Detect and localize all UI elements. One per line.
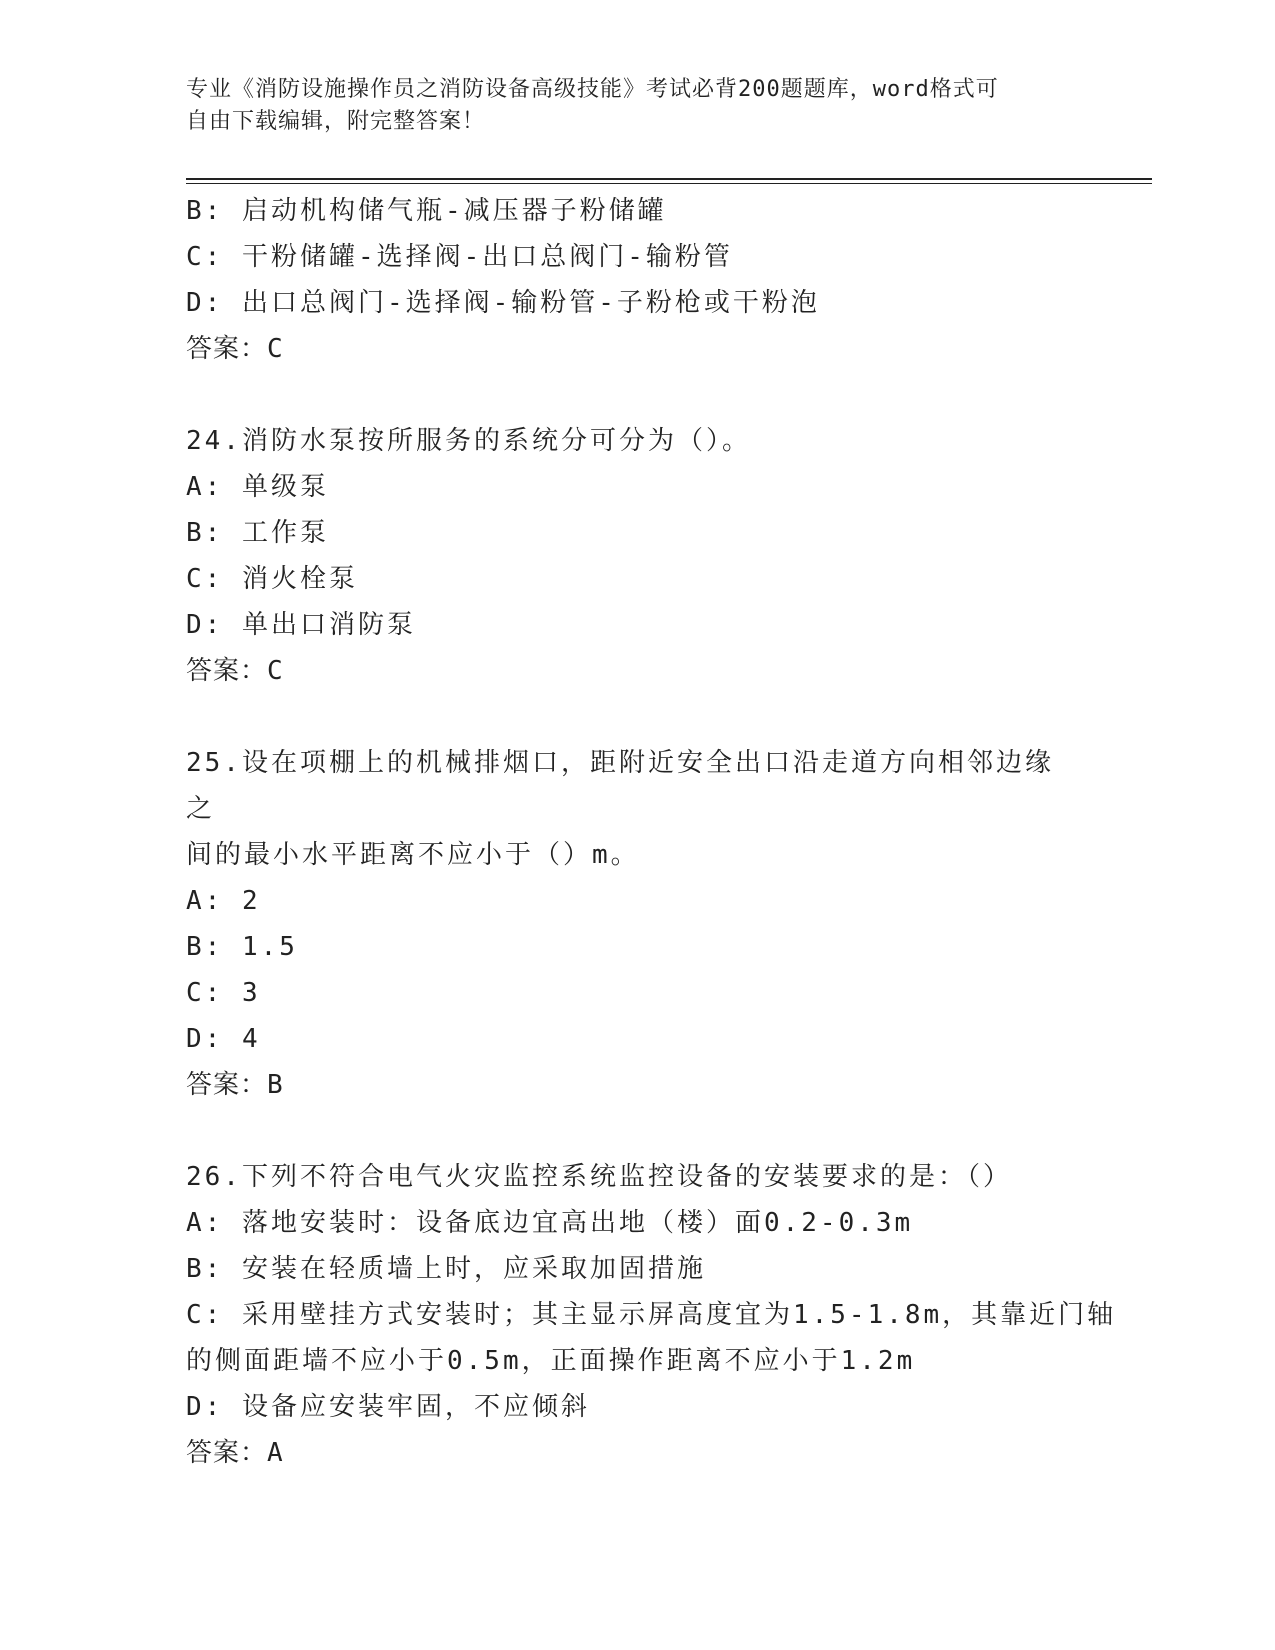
answer-value: A — [267, 1438, 284, 1468]
answer-line — [186, 648, 1086, 694]
option-c: C: 干粉储罐-选择阀-出口总阀门-输粉管 — [186, 242, 733, 272]
option-d: D: 设备应安装牢固，不应倾斜 — [186, 1392, 590, 1422]
answer-label: 答案： — [186, 656, 268, 686]
header-rule-thin — [186, 183, 1152, 184]
option-c-line-1: C: 采用壁挂方式安装时；其主显示屏高度宜为1.5-1.8m，其靠近门轴 — [186, 1300, 1117, 1330]
question-stem-line-2: 间的最小水平距离不应小于（）m。 — [186, 840, 640, 870]
answer-value: B — [267, 1070, 284, 1100]
answer-value: C — [267, 334, 284, 364]
option-d: D: 单出口消防泵 — [186, 610, 416, 640]
question-26 — [186, 1154, 1117, 1476]
option-a: A: 单级泵 — [186, 472, 329, 502]
question-stem: 24.消防水泵按所服务的系统分可分为（）。 — [186, 426, 751, 456]
option-a: A: 落地安装时：设备底边宜高出地（楼）面0.2-0.3m — [186, 1208, 914, 1238]
answer-label: 答案： — [186, 1070, 268, 1100]
option-b: B: 启动机构储气瓶-减压器子粉储罐 — [186, 196, 667, 226]
header-line-2: 自由下载编辑，附完整答案！ — [186, 109, 486, 134]
answer-label: 答案： — [186, 334, 268, 364]
header-line-1: 专业《消防设施操作员之消防设备高级技能》考试必背200题题库，word格式可 — [186, 77, 999, 102]
header-rule-thick — [186, 178, 1152, 180]
option-c: C: 消火栓泵 — [186, 564, 358, 594]
question-stem: 26.下列不符合电气火灾监控系统监控设备的安装要求的是：（） — [186, 1162, 1012, 1192]
answer-line — [186, 326, 1086, 372]
answer-value: C — [267, 656, 284, 686]
answer-line — [186, 1062, 1086, 1108]
option-a: A: 2 — [186, 886, 261, 916]
question-stem-line-1: 25.设在项棚上的机械排烟口，距附近安全出口沿走道方向相邻边缘之 — [186, 748, 1054, 824]
option-d: D: 4 — [186, 1024, 261, 1054]
option-c-line-2: 的侧面距墙不应小于0.5m，正面操作距离不应小于1.2m — [186, 1346, 916, 1376]
answer-line — [186, 1430, 1086, 1476]
question-25 — [186, 740, 1086, 1108]
option-c: C: 3 — [186, 978, 261, 1008]
option-d: D: 出口总阀门-选择阀-输粉管-子粉枪或干粉泡 — [186, 288, 820, 318]
document-body — [186, 188, 1117, 1476]
option-b: B: 安装在轻质墙上时，应采取加固措施 — [186, 1254, 706, 1284]
question-24 — [186, 418, 1086, 694]
question-23-continued — [186, 188, 1086, 372]
page-header — [186, 74, 1066, 138]
answer-label: 答案： — [186, 1438, 268, 1468]
option-b: B: 工作泵 — [186, 518, 329, 548]
option-b: B: 1.5 — [186, 932, 298, 962]
